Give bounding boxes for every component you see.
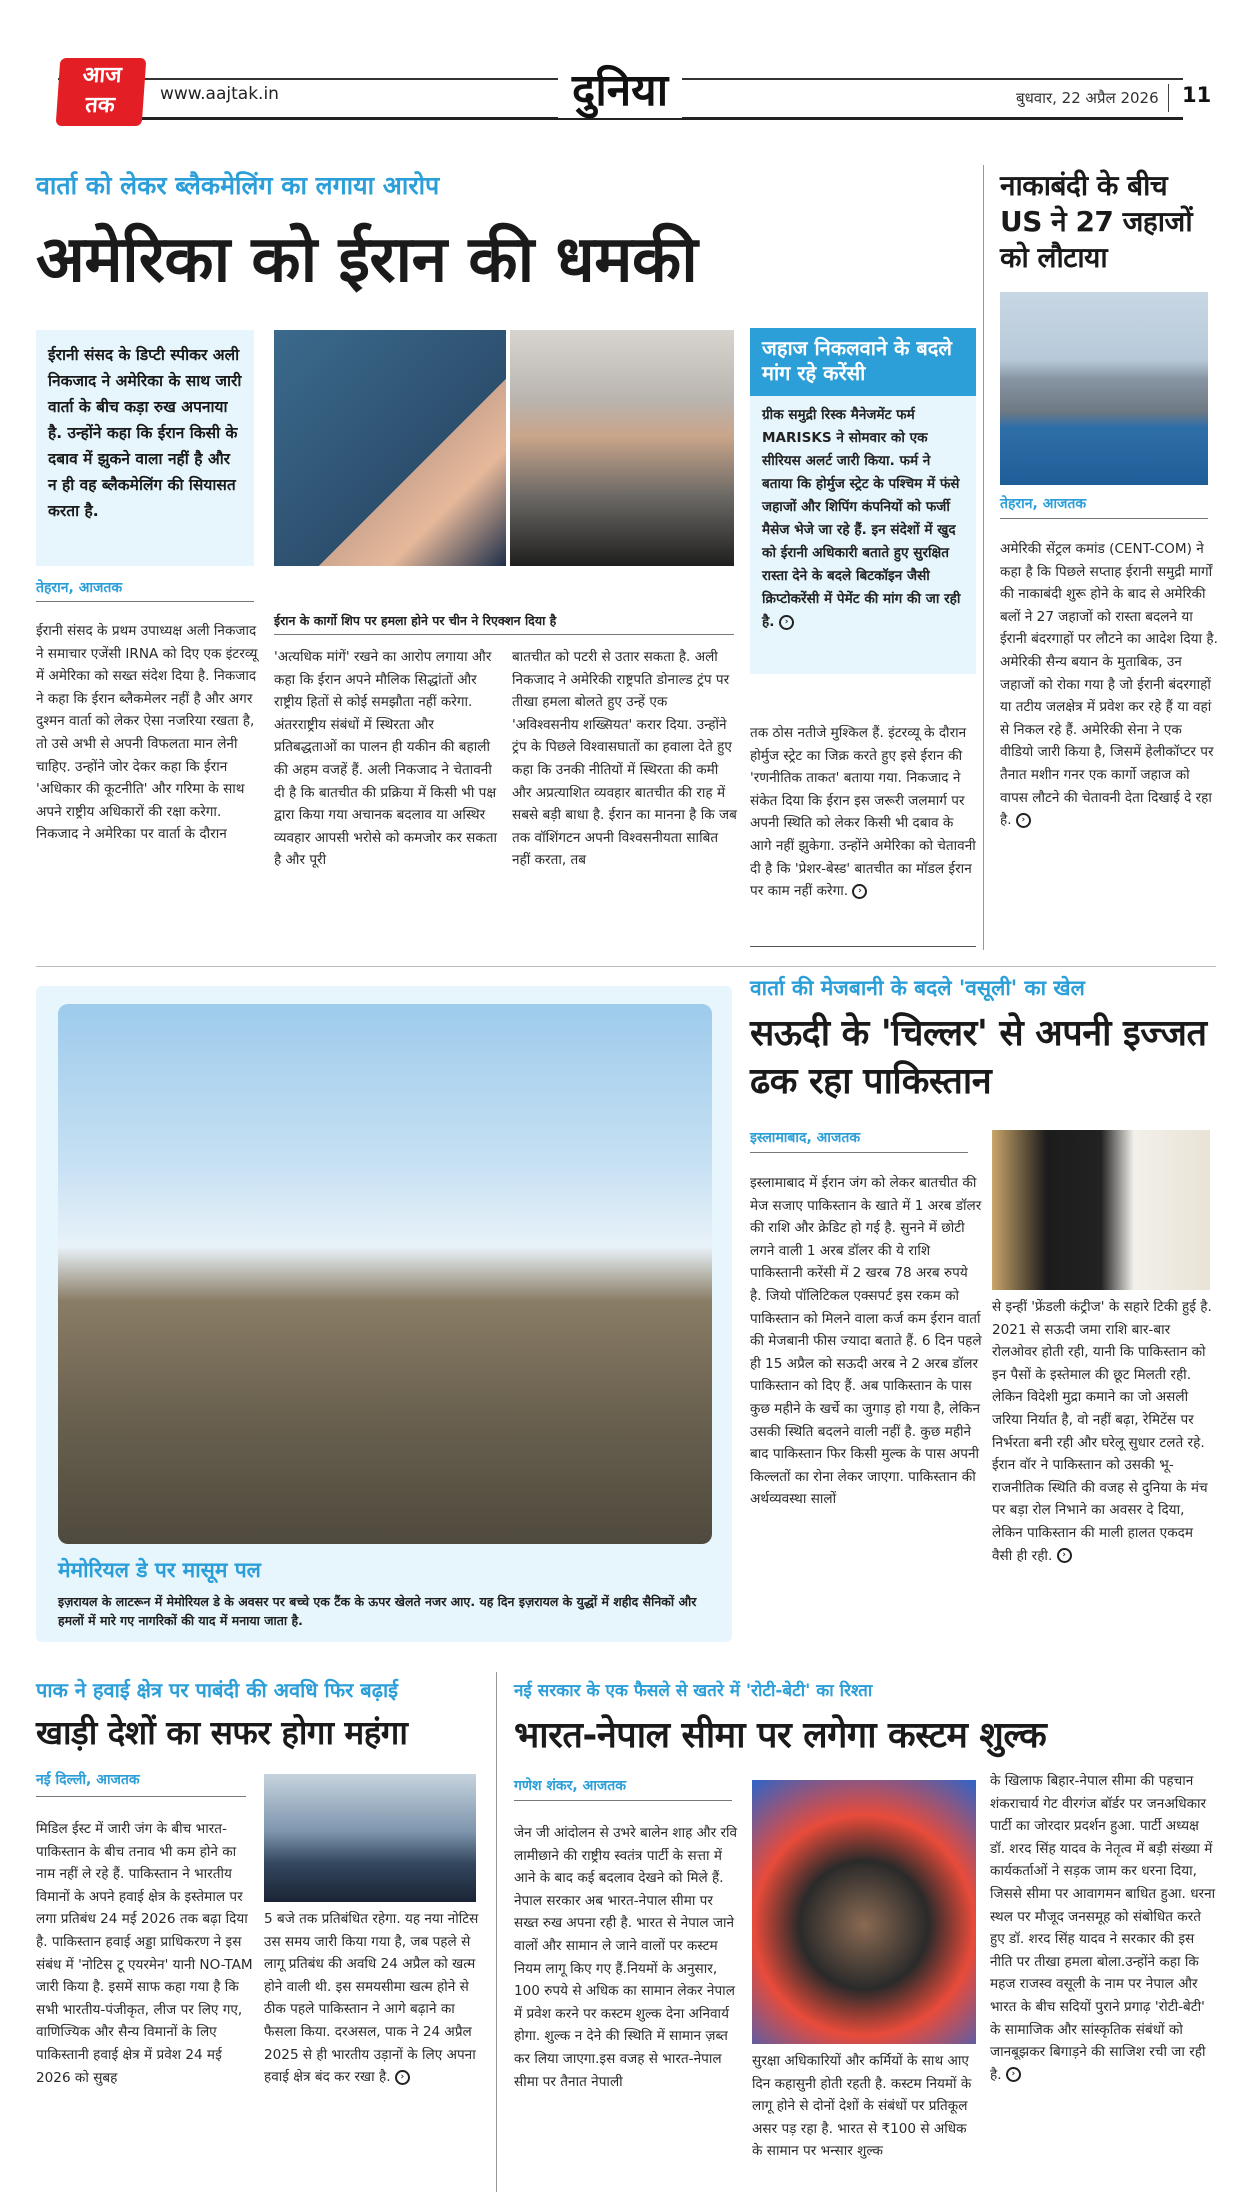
bottom-column-divider: [496, 1672, 497, 2192]
nepal-kicker: नई सरकार के एक फैसले से खतरे में 'रोटी-बेटी' का रिश्ता: [514, 1681, 873, 1701]
trump-photo: [274, 330, 506, 566]
right-dateline: तेहरान, आजतक: [1000, 496, 1087, 512]
continue-icon[interactable]: ›: [1016, 813, 1031, 828]
nepal-dateline: गणेश शंकर, आजतक: [514, 1778, 627, 1794]
nikzad-photo: [510, 330, 734, 566]
nepal-col-2: सुरक्षा अधिकारियों और कर्मियों के साथ आए दिन कहासुनी होती रहती है. कस्टम नियमों के लागू होने से दोनों देशों के संबंधों पर प्रतिकूल असर पड़ रहा है. भारत से ₹100 से अधिक के सामान पर भन्सार शुल्क: [752, 2053, 972, 2160]
us-ship-photo: [1000, 292, 1208, 485]
balen-shah-photo: [752, 1780, 976, 2044]
continue-icon[interactable]: ›: [1057, 1548, 1072, 1563]
airspace-headline: खाड़ी देशों का सफर होगा महंगा: [36, 1713, 408, 1752]
airspace-dateline-rule: [36, 1796, 246, 1797]
photo-feature-caption: इज़रायल के लाटरून में मेमोरियल डे के अवसर पर बच्चे एक टैंक के ऊपर खेलते नजर आए. यह दिन इज़रायल के युद्धों में शहीद सैनिकों और हमलों में मारे गए नागरिकों की याद में मनाया जाता है.: [58, 1594, 697, 1628]
nepal-col-3: के खिलाफ बिहार-नेपाल सीमा की पहचान शंकराचार्य गेट वीरगंज बॉर्डर पर जनअधिकार पार्टी का जोरदार प्रदर्शन हुआ. पार्टी अध्यक्ष डॉ. शरद सिंह यादव के नेतृत्व में बड़ी संख्या में कार्यकर्ताओं ने सड़क जाम कर धरना दिया, जिससे सीमा पर आवागमन बाधित हुआ. धरना स्थल पर मौजूद जनसमूह को संबोधित करते हुए डॉ. शरद सिंह यादव ने सरकार की इस नीति पर तीखा हमला बोला.उन्होंने कहा कि महज राजस्व वसूली के नाम पर नेपाल और भारत के बीच सदियों पुराने प्रगाढ़ 'रोटी-बेटी' के सामाजिक और सांस्कृतिक संबंधों को जानबूझकर बिगाड़ने की साजिश रची जा रही है. ›: [990, 1773, 1216, 2083]
continue-icon[interactable]: ›: [395, 2070, 410, 2085]
dateline-rule: [36, 601, 254, 602]
right-dateline-rule: [1000, 518, 1208, 519]
caption-rule: [274, 634, 734, 635]
lead-col-2: 'अत्यधिक मांगें' रखने का आरोप लगाया और कहा कि ईरान अपने मौलिक सिद्धांतों और राष्ट्रीय हितों से कोई समझौता नहीं करेगा. अंतरराष्ट्रीय संबंधों में स्थिरता और प्रतिबद्धताओं का पालन ही यकीन की बहाली की अहम वजहें हैं. अली निकजाद ने चेतावनी दी है कि बातचीत की प्रक्रिया में किसी भी पक्ष द्वारा किया गया अचानक बदलाव या अस्थिर व्यवहार आपसी भरोसे को कमजोर कर सकता है और पूरी: [274, 649, 498, 869]
section-title: दुनिया: [558, 58, 682, 118]
lead-col-3: बातचीत को पटरी से उतार सकता है. अली निकजाद ने अमेरिकी राष्ट्रपति डोनाल्ड ट्रंप पर तीखा हमला बोलते हुए उन्हें एक 'अविश्वसनीय शख्सियत' करार दिया. उन्होंने ट्रंप के पिछले विश्वासघातों का हवाला देते हुए कहा कि उनकी नीतियों में स्थिरता की कमी और अप्रत्याशित व्यवहार बातचीत की राह में सबसे बड़ी बाधा है. ईरान का मानना है कि जब तक वॉशिंगटन अपनी विश्वसनीयता साबित नहीं करता, तब: [512, 649, 737, 869]
airspace-col-1: मिडिल ईस्ट में जारी जंग के बीच भारत-पाकिस्तान के बीच तनाव भी कम होने का नाम नहीं ले रहे हैं. पाकिस्तान ने भारतीय विमानों के अपने हवाई क्षेत्र के इस्तेमाल पर लगा प्रतिबंध 24 मई 2026 तक बढ़ा दिया है. पाकिस्तान हवाई अड्डा प्राधिकरण ने इस संबंध में 'नोटिस टू एयरमेन' यानी NO-TAM जारी किया है. इसमें साफ कहा गया है कि सभी भारतीय-पंजीकृत, लीज पर लिए गए, वाणिज्यिक और सैन्य विमानों के लिए पाकिस्तानी हवाई क्षेत्र में प्रवेश 24 मई 2026 को सुबह: [36, 1821, 253, 2086]
lead-photo-caption: ईरान के कार्गो शिप पर हमला होने पर चीन ने रिएक्शन दिया है: [274, 613, 557, 628]
continue-icon[interactable]: ›: [852, 884, 867, 899]
tank-children-photo: [58, 1004, 712, 1544]
continue-icon[interactable]: ›: [1006, 2067, 1021, 2082]
airspace-dateline: नई दिल्ली, आजतक: [36, 1772, 140, 1788]
lead-dateline: तेहरान, आजतक: [36, 580, 123, 596]
nepal-dateline-rule: [514, 1800, 732, 1801]
lead-summary: ईरानी संसद के डिप्टी स्पीकर अली निकजाद ने अमेरिका के साथ जारी वार्ता के बीच कड़ा रुख अपनाया है. उन्होंने कहा कि ईरान किसी के दबाव में झुकने वाला नहीं है और न ही वह ब्लैकमेलिंग की सियासत करता है.: [48, 346, 242, 520]
lead-col-1: ईरानी संसद के प्रथम उपाध्यक्ष अली निकजाद ने समाचार एजेंसी IRNA को दिए एक इंटरव्यू में अमेरिका को सख्त संदेश दिया है. निकजाद ने कहा कि ईरान ब्लैकमेलर नहीं है और अगर दुश्मन वार्ता को लेकर ऐसा नजरिया रखता है, तो उसे अभी से अपनी विफलता मान लेनी चाहिए. उन्होंने जोर देकर कहा कि ईरान 'अधिकार की कूटनीति' और गरिमा के साथ अपने राष्ट्रीय अधिकारों की रक्षा करेगा. निकजाद ने अमेरिका पर वार्ता के दौरान: [36, 623, 258, 843]
currency-demand-box: [750, 328, 976, 674]
lead-kicker: वार्ता को लेकर ब्लैकमेलिंग का लगाया आरोप: [36, 171, 440, 200]
pakistan-headline: सऊदी के 'चिल्लर' से अपनी इज्जत ढक रहा पाकिस्तान: [750, 1013, 1207, 1102]
pakistan-dateline-rule: [750, 1152, 968, 1153]
pakistan-col-2: से इन्हीं 'फ्रेंडली कंट्रीज' के सहारे टिकी हुई है. 2021 से सऊदी जमा राशि बार-बार रोलओवर होती रही, यानी कि पाकिस्तान को इन पैसों के इस्तेमाल की छूट मिलती रही. लेकिन विदेशी मुद्रा कमाने का जो असली जरिया निर्यात है, वो नहीं बढ़ा, रेमिटेंस पर निर्भरता बनी रही और घरेलू सुधार टलते रहे. ईरान वॉर ने पाकिस्तान को उसकी भू-राजनीतिक स्थिति की वजह से दुनिया के मंच पर बड़ा रोल निभाने का अवसर दे दिया, लेकिन पाकिस्तान की माली हालत एकदम वैसी ही रही. ›: [992, 1299, 1212, 1564]
lead-col-4: तक ठोस नतीजे मुश्किल हैं. इंटरव्यू के दौरान होर्मुज स्ट्रेट का जिक्र करते हुए इसे ईरान की 'रणनीतिक ताकत' बताया गया. निकजाद ने संकेत दिया कि ईरान इस जरूरी जलमार्ग पर अपनी स्थिति को लेकर किसी भी दबाव के आगे नहीं झुकेगा. उन्होंने अमेरिका को चेतावनी दी है कि 'प्रेशर-बेस्ड' बातचीत का मॉडल ईरान पर काम नहीं करेगा. ›: [750, 725, 976, 900]
date-divider: [1168, 84, 1169, 112]
nepal-col-1: जेन जी आंदोलन से उभरे बालेन शाह और रवि लामीछाने की राष्ट्रीय स्वतंत्र पार्टी के सत्ता में आने के बाद कई बदलाव देखने को मिले हैं. नेपाल सरकार अब भारत-नेपाल सीमा पर सख्त रुख अपना रही है. भारत से नेपाल जाने वालों और सामान ले जाने वालों पर कस्टम नियम लागू किए गए हैं.नियमों के अनुसार, 100 रुपये से अधिक का सामान लेकर नेपाल में प्रवेश करने पर कस्टम शुल्क देना अनिवार्य होगा. शुल्क न देने की स्थिति में सामान ज़ब्त कर लिया जाएगा.इस वजह से भारत-नेपाल सीमा पर तैनात नेपाली: [514, 1825, 738, 2090]
issue-date: बुधवार, 22 अप्रैल 2026: [1010, 88, 1165, 108]
currency-box-title: जहाज निकलवाने के बदले मांग रहे करेंसी: [750, 328, 976, 396]
continue-icon[interactable]: ›: [779, 615, 794, 630]
section-divider: [36, 966, 1216, 967]
airplane-photo: [264, 1774, 476, 1902]
aajtak-logo[interactable]: आज तक: [56, 58, 147, 126]
page-number: 11: [1182, 83, 1212, 107]
pakistan-kicker: वार्ता की मेजबानी के बदले 'वसूली' का खेल: [750, 976, 1085, 1000]
airspace-kicker: पाक ने हवाई क्षेत्र पर पाबंदी की अवधि फिर बढ़ाई: [36, 1678, 398, 1702]
currency-box-text: ग्रीक समुद्री रिस्क मैनेजमेंट फर्म MARISKS ने सोमवार को एक सीरियस अलर्ट जारी किया. फर्म ने बताया कि होर्मुज स्ट्रेट के पश्चिम में फंसे जहाजों और शिपिंग कंपनियों को फर्जी मैसेज भेजे जा रहे हैं. इन संदेशों में खुद को ईरानी अधिकारी बताते हुए सुरक्षित रास्ता देने के बदले बिटकॉइन जैसी क्रिप्टोकरेंसी में पेमेंट की मांग की जा रही है.: [762, 407, 961, 630]
column-divider: [983, 165, 984, 950]
pakistan-col-1: इस्लामाबाद में ईरान जंग को लेकर बातचीत की मेज सजाए पाकिस्तान के खाते में 1 अरब डॉलर की राशि और क्रेडिट हो गई है. सुनने में छोटी लगने वाली 1 अरब डॉलर की ये राशि पाकिस्तानी करेंसी में 2 खरब 78 अरब रुपये है. जियो पॉलिटिकल एक्सपर्ट इस रकम को पाकिस्तान को मिलने वाला कर्ज कम ईरान वार्ता की मेजबानी फीस ज्यादा बताते हैं. 6 दिन पहले ही 15 अप्रैल को सऊदी अरब ने 2 अरब डॉलर पाकिस्तान को दिए हैं. अब पाकिस्तान के पास कुछ महीने के खर्चे का जुगाड़ हो गया है, लेकिन उसकी स्थिति बदलने वाली नहीं है. कुछ महीने बाद पाकिस्तान फिर किसी मुल्क के पास अपनी किल्लतों का रोना लेकर जाएगा. पाकिस्तान की अर्थव्यवस्था सालों: [750, 1175, 982, 1508]
airspace-col-2: 5 बजे तक प्रतिबंधित रहेगा. यह नया नोटिस उस समय जारी किया गया है, जब पहले से लागू प्रतिबंध की अवधि 24 अप्रैल को खत्म होने वाली थी. इस समयसीमा खत्म होने से ठीक पहले पाकिस्तान ने आगे बढ़ाने का फैसला किया. दरअसल, पाक ने 24 अप्रैल 2025 से ही भारतीय उड़ानों के लिए अपना हवाई क्षेत्र बंद कर रखा है. ›: [264, 1911, 479, 2086]
pakistan-dateline: इस्लामाबाद, आजतक: [750, 1130, 861, 1146]
lead-summary-panel: [36, 330, 254, 566]
nepal-headline: भारत-नेपाल सीमा पर लगेगा कस्टम शुल्क: [514, 1715, 1047, 1756]
right-body: अमेरिकी सेंट्रल कमांड (CENT-COM) ने कहा है कि पिछले सप्ताह ईरानी समुद्री मार्गों की नाकाबंदी शुरू होने के बाद से अमेरिकी बलों ने 27 जहाजों को रास्ता बदलने या ईरानी बंदरगाहों पर लौटने का आदेश दिया है. अमेरिकी सैन्य बयान के मुताबिक, उन जहाजों को रोका गया है जो ईरानी बंदरगाहों या तटीय जलक्षेत्र में प्रवेश कर रहे हैं या वहां से निकल रहे हैं. अमेरिकी सेना ने एक वीडियो जारी किया है, जिसमें हेलीकॉप्टर पर तैनात मशीन गनर एक कार्गो जहाज को वापस लौटने की चेतावनी देता दिखाई दे रहा है. ›: [1000, 541, 1218, 829]
photo-feature-title: मेमोरियल डे पर मासूम पल: [58, 1558, 261, 1582]
lead-end-rule: [750, 946, 976, 947]
site-url[interactable]: www.aajtak.in: [160, 84, 285, 104]
lead-headline: अमेरिका को ईरान की धमकी: [36, 223, 698, 297]
right-headline: नाकाबंदी के बीच US ने 27 जहाजों को लौटाया: [1000, 169, 1193, 274]
sharif-mbs-photo: [992, 1130, 1210, 1290]
